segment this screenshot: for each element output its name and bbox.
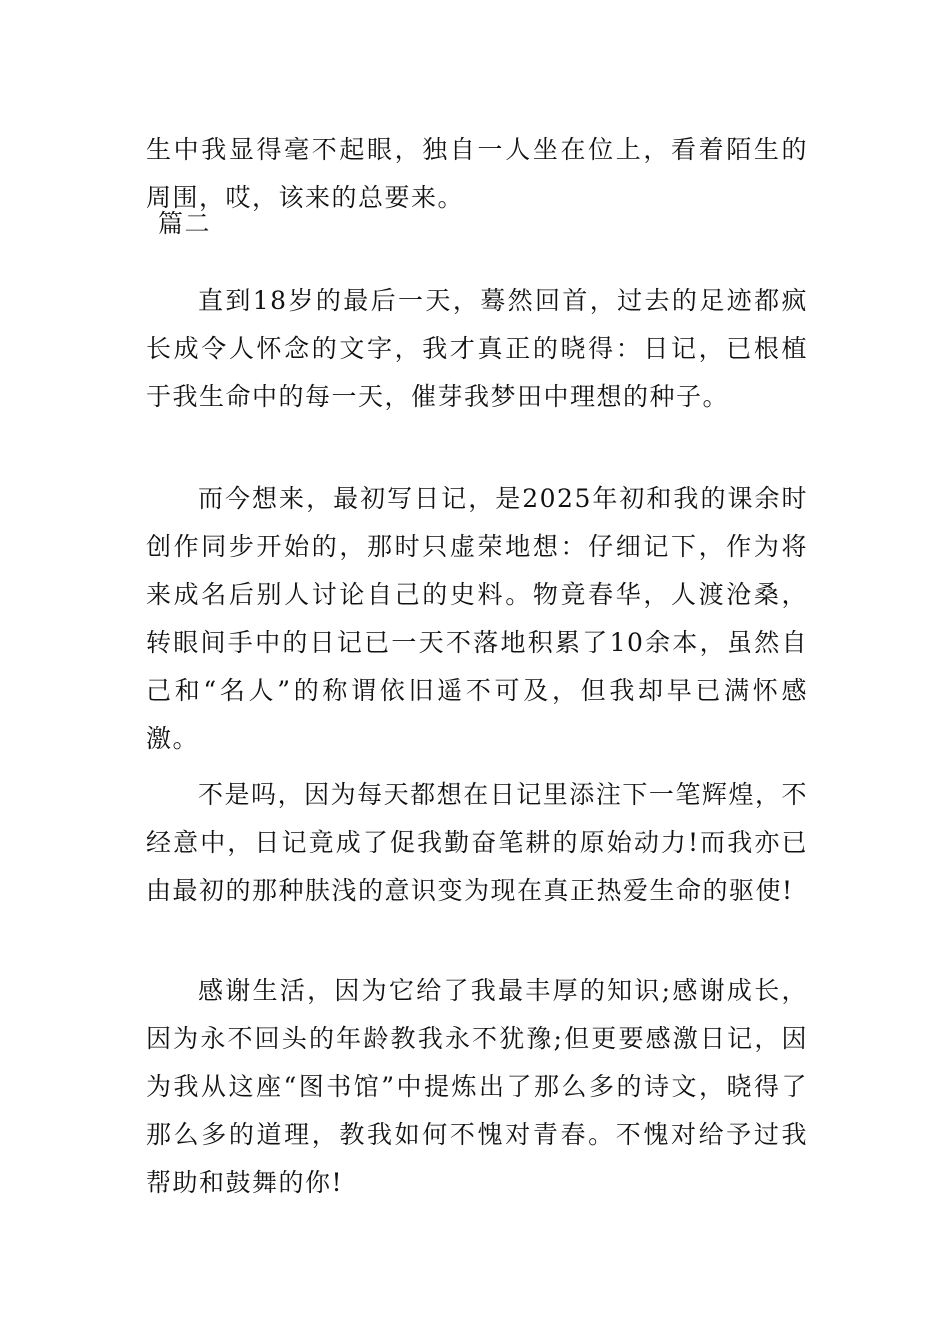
continuation-paragraph: 生中我显得毫不起眼，独自一人坐在位上，看着陌生的周围，哎，该来的总要来。 bbox=[146, 135, 808, 212]
body-paragraph: 直到18岁的最后一天，蓦然回首，过去的足迹都疯长成令人怀念的文字，我才真正的晓得：日记，已根植于我生命中的每一天，催芽我梦田中理想的种子。 bbox=[146, 286, 808, 411]
body-paragraph: 不是吗，因为每天都想在日记里添注下一笔辉煌，不经意中，日记竟成了促我勤奋笔耕的原始动力!而我亦已由最初的那种肤浅的意识变为现在真正热爱生命的驱使! bbox=[146, 780, 808, 905]
section-heading: 篇二 bbox=[158, 209, 212, 238]
body-paragraph: 感谢生活，因为它给了我最丰厚的知识;感谢成长，因为永不回头的年龄教我永不犹豫;但更要感激日记，因为我从这座“图书馆”中提炼出了那么多的诗文，晓得了那么多的道理，教我如何不愧对青春。不愧对给予过我帮助和鼓舞的你! bbox=[146, 976, 808, 1197]
body-paragraph: 而今想来，最初写日记，是2025年初和我的课余时创作同步开始的，那时只虚荣地想：仔细记下，作为将来成名后别人讨论自己的史料。物竟春华，人渡沧桑，转眼间手中的日记已一天不落地积累了10余本，虽然自己和“名人”的称谓依旧遥不可及，但我却早已满怀感激。 bbox=[146, 484, 808, 753]
